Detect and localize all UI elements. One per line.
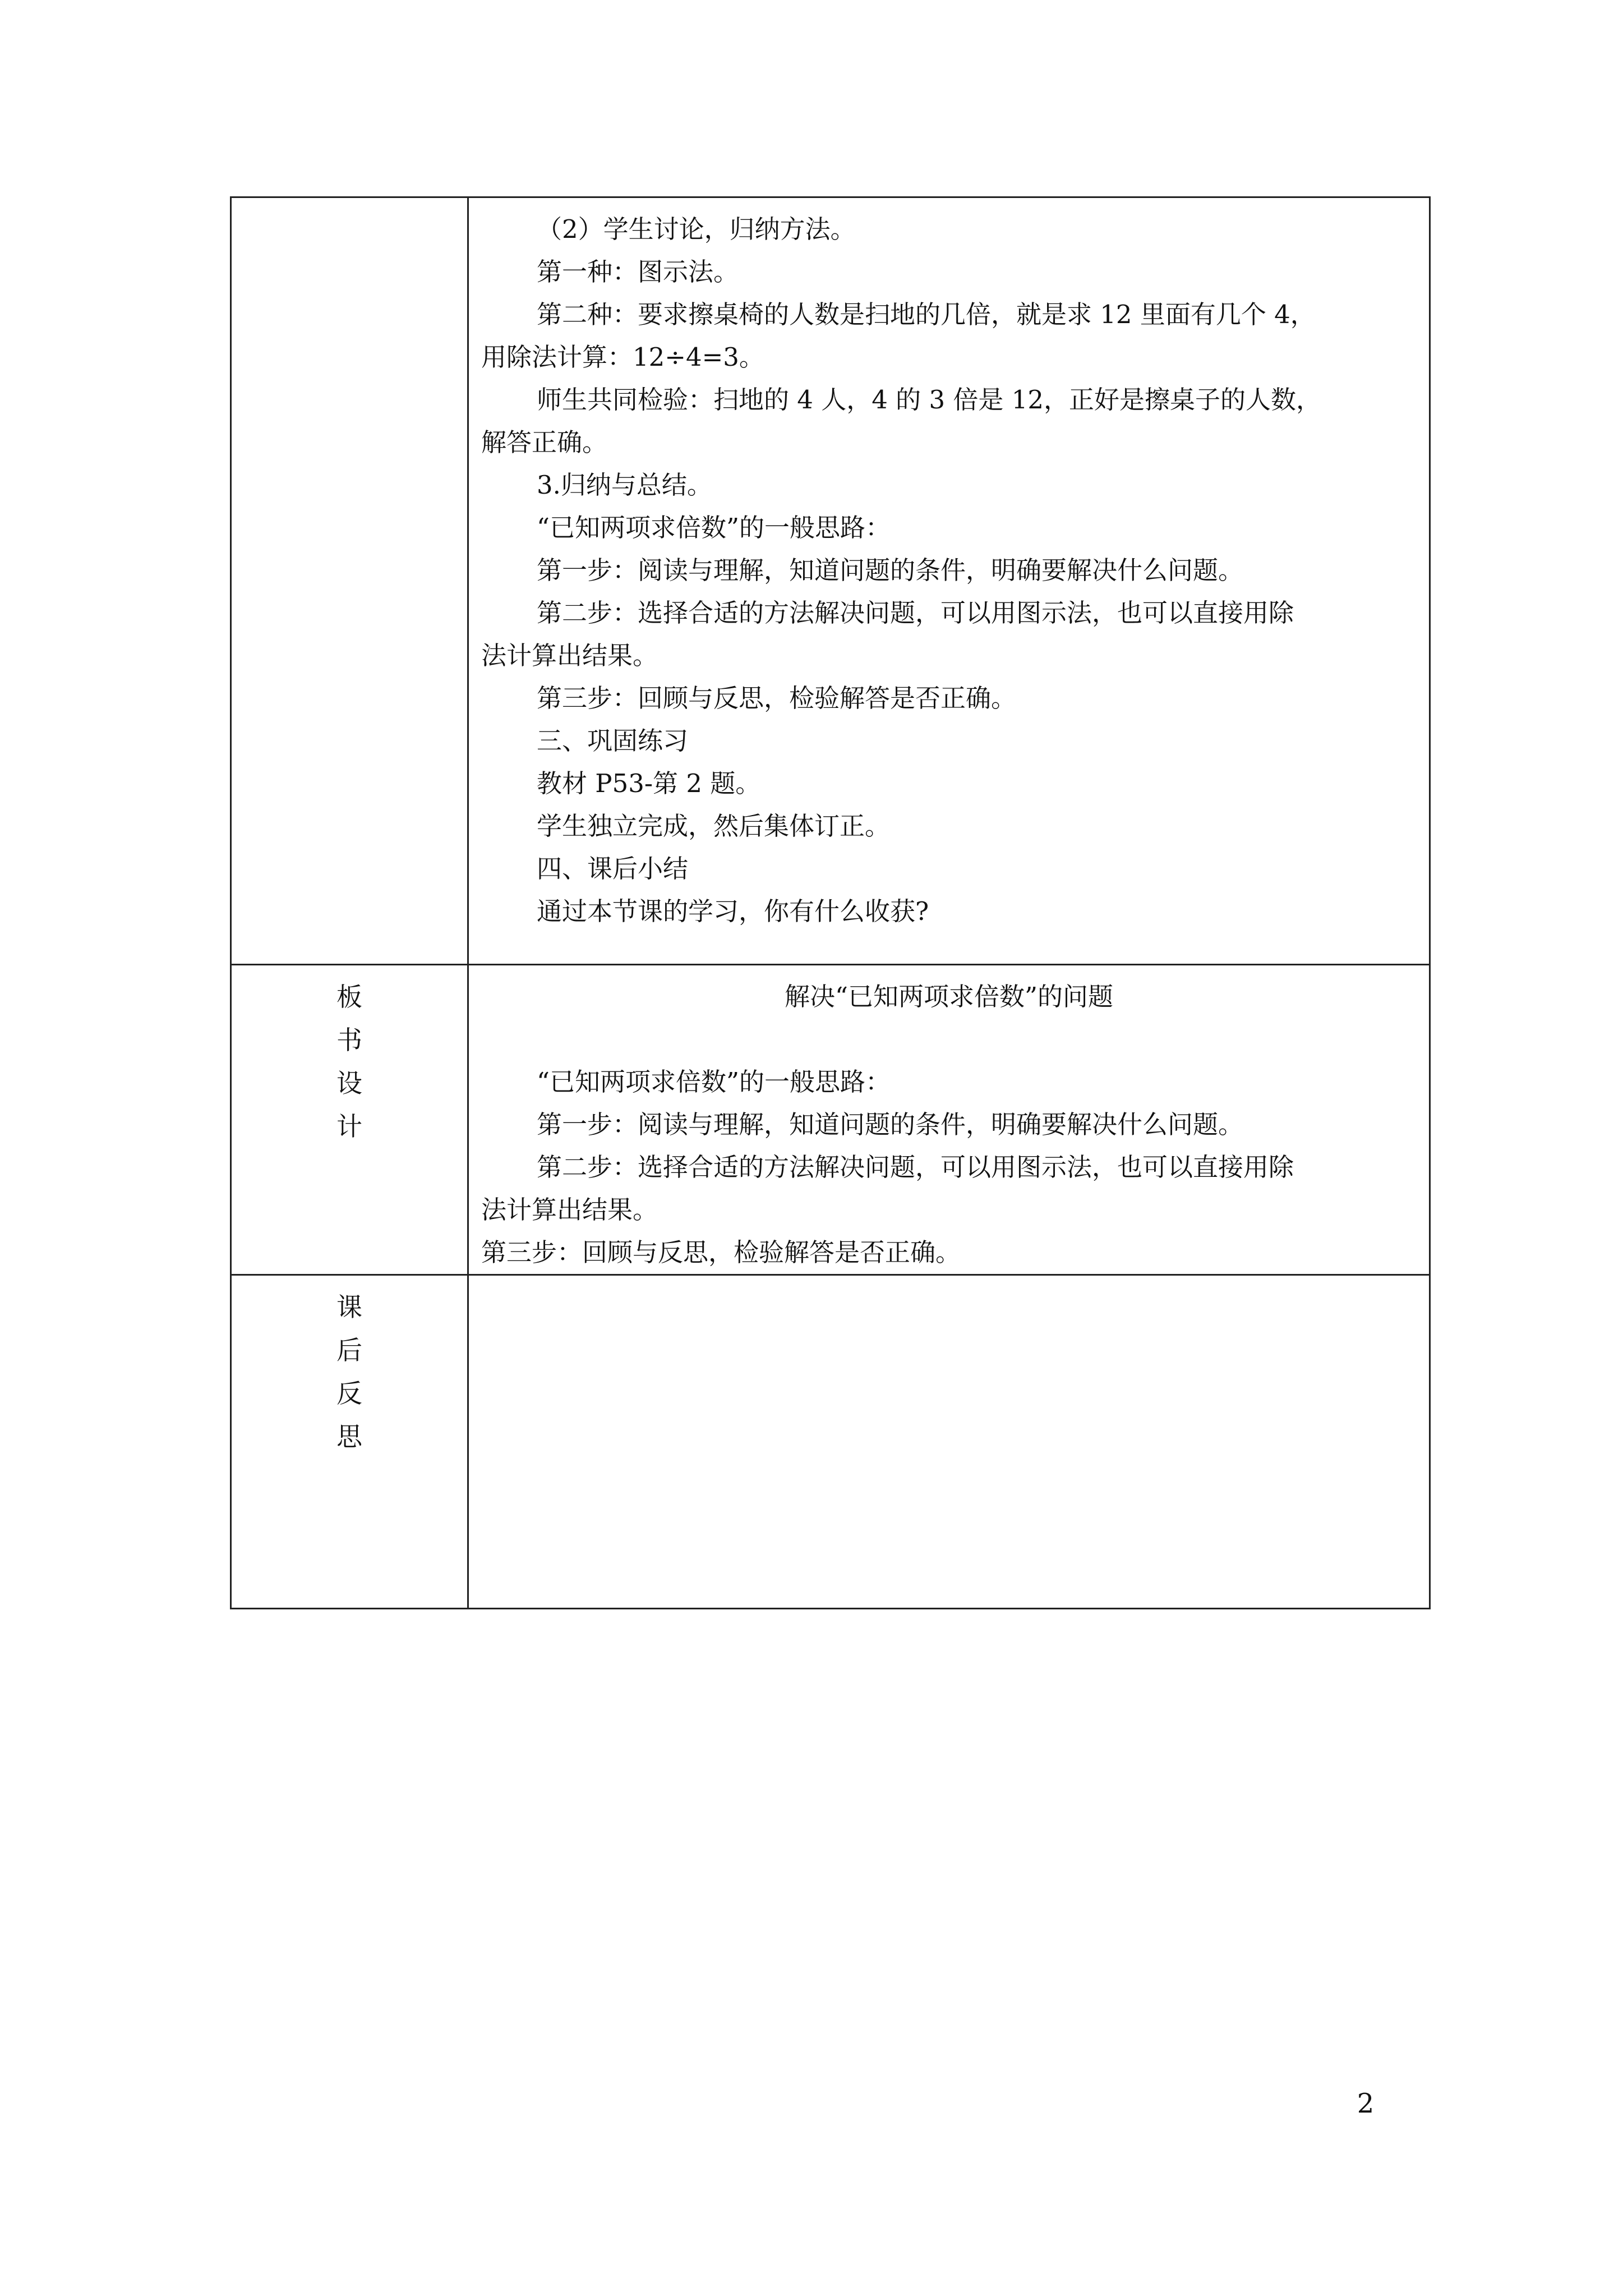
text-line: 第二步：选择合适的方法解决问题，可以用图示法，也可以直接用除	[537, 598, 1294, 628]
board-design-content-cell	[468, 965, 1430, 1275]
table-row	[231, 197, 1430, 965]
text-line: 用除法计算：12÷4=3。	[481, 342, 764, 372]
label-char: 计	[336, 1111, 362, 1142]
text-line: 学生独立完成，然后集体订正。	[537, 811, 891, 841]
reflection-content-cell	[468, 1275, 1430, 1609]
label-char: 课	[336, 1292, 362, 1322]
text-line: （2）学生讨论，归纳方法。	[537, 214, 856, 244]
text-line: 第一步：阅读与理解，知道问题的条件，明确要解决什么问题。	[537, 555, 1244, 585]
text-line: 第三步：回顾与反思，检验解答是否正确。	[481, 1237, 961, 1267]
text-line: “已知两项求倍数”的一般思路：	[537, 513, 891, 542]
text-line: 法计算出结果。	[481, 1195, 658, 1225]
text-line: 师生共同检验：扫地的 4 人，4 的 3 倍是 12，正好是擦桌子的人数，	[537, 385, 1321, 415]
label-char: 思	[336, 1421, 362, 1452]
text-line: 第三步：回顾与反思，检验解答是否正确。	[537, 683, 1017, 713]
page-number: 2	[1357, 2088, 1375, 2119]
table-row	[231, 965, 1430, 1275]
board-design-title: 解决“已知两项求倍数”的问题	[784, 982, 1113, 1011]
text-line: 法计算出结果。	[481, 641, 658, 670]
text-line: 3.归纳与总结。	[537, 470, 712, 500]
text-line: 第一步：阅读与理解，知道问题的条件，明确要解决什么问题。	[537, 1110, 1244, 1139]
reflection-label-cell	[231, 1275, 468, 1609]
label-char: 书	[336, 1025, 362, 1055]
board-design-label-cell	[231, 965, 468, 1275]
process-content-cell	[468, 197, 1430, 965]
label-char: 板	[336, 982, 362, 1012]
text-line: “已知两项求倍数”的一般思路：	[537, 1067, 891, 1097]
table-row	[231, 1275, 1430, 1609]
text-line: 第一种：图示法。	[537, 257, 739, 287]
label-cell-empty	[231, 197, 468, 965]
text-line: 第二种：要求擦桌椅的人数是扫地的几倍，就是求 12 里面有几个 4，	[537, 300, 1316, 329]
label-char: 设	[336, 1068, 362, 1098]
label-char: 后	[336, 1335, 362, 1365]
text-line: 解答正确。	[481, 427, 608, 457]
lesson-plan-table	[230, 196, 1431, 1609]
text-line: 通过本节课的学习，你有什么收获?	[537, 896, 929, 926]
text-line: 四、课后小结	[537, 854, 689, 884]
text-line: 三、巩固练习	[537, 726, 689, 756]
reflection-label	[232, 1276, 467, 1458]
text-line: 教材 P53-第 2 题。	[537, 769, 761, 798]
board-design-label	[232, 965, 467, 1148]
text-line: 第二步：选择合适的方法解决问题，可以用图示法，也可以直接用除	[537, 1152, 1294, 1182]
blank-line	[481, 1018, 1417, 1061]
label-char: 反	[336, 1378, 362, 1409]
